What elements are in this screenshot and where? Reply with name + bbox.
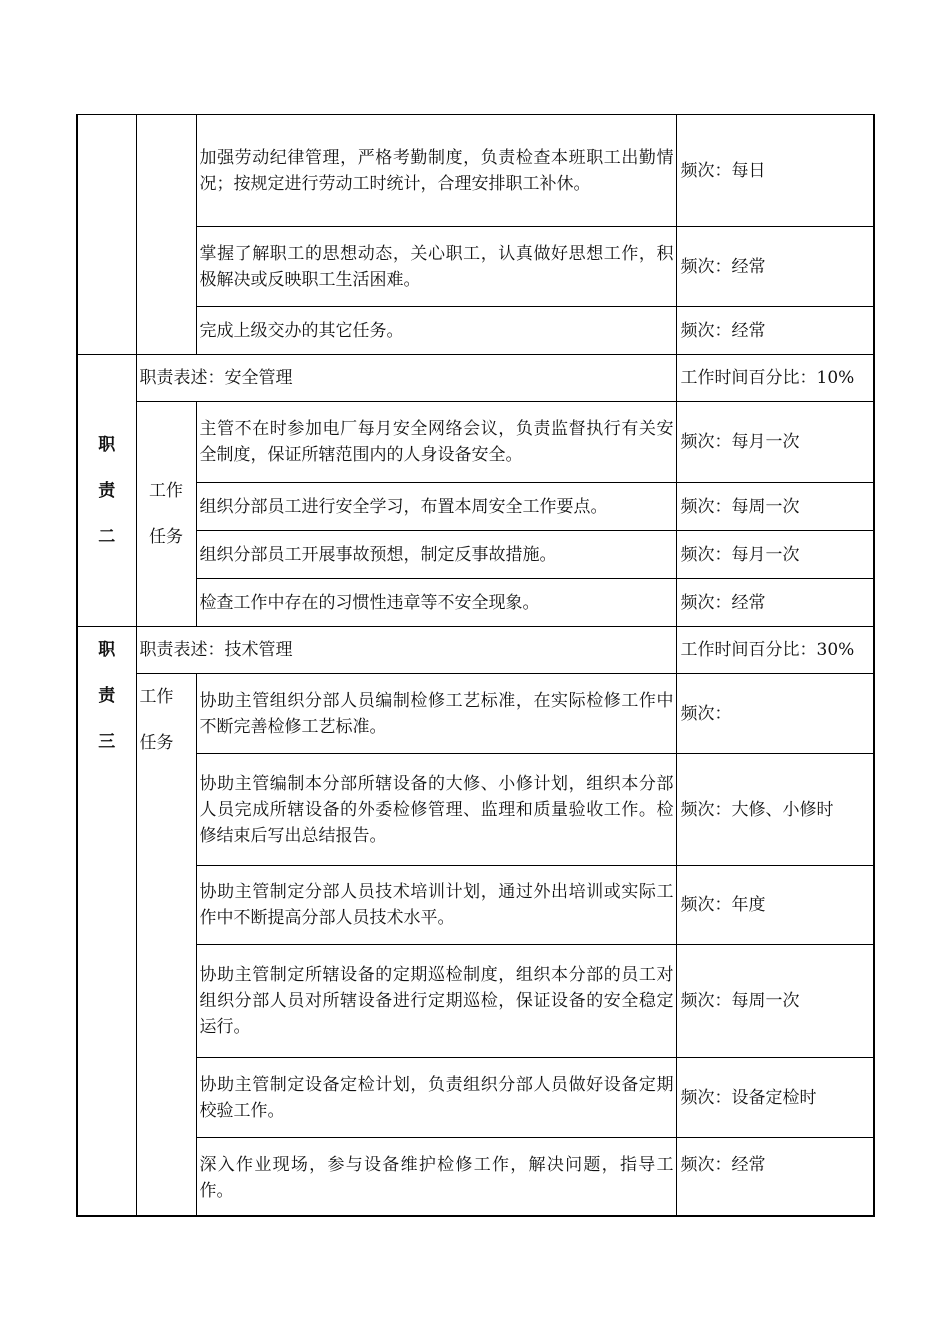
task-text: 组织分部员工开展事故预想，制定反事故措施。 (196, 531, 676, 579)
task-frequency: 频次：经常 (676, 1138, 874, 1216)
task-text: 组织分部员工进行安全学习，布置本周安全工作要点。 (196, 483, 676, 531)
duty-table (76, 114, 875, 1217)
task-frequency: 频次：每月一次 (676, 402, 874, 483)
task-frequency: 频次：大修、小修时 (676, 754, 874, 866)
task-text: 深入作业现场，参与设备维护检修工作，解决问题，指导工作。 (196, 1138, 676, 1216)
task-frequency: 频次：设备定检时 (676, 1058, 874, 1138)
section2-work-label: 工作 任务 (136, 402, 196, 627)
task-frequency: 频次： (676, 674, 874, 754)
task-text: 主管不在时参加电厂每月安全网络会议，负责监督执行有关安全制度，保证所辖范围内的人身设备安全。 (196, 402, 676, 483)
task-frequency: 频次：经常 (676, 579, 874, 627)
section3-work-label: 工作 任务 (136, 674, 196, 1216)
task-frequency: 频次：经常 (676, 227, 874, 307)
task-text: 协助主管编制本分部所辖设备的大修、小修计划，组织本分部人员完成所辖设备的外委检修管理、监理和质量验收工作。检修结束后写出总结报告。 (196, 754, 676, 866)
task-frequency: 频次：每月一次 (676, 531, 874, 579)
section3-percent: 工作时间百分比：30% (676, 627, 874, 674)
section1-work-cell (136, 115, 196, 355)
task-frequency: 频次：每周一次 (676, 945, 874, 1058)
task-text: 协助主管制定设备定检计划，负责组织分部人员做好设备定期校验工作。 (196, 1058, 676, 1138)
task-text: 加强劳动纪律管理，严格考勤制度，负责检查本班职工出勤情况；按规定进行劳动工时统计，合理安排职工补休。 (196, 115, 676, 227)
task-text: 协助主管制定所辖设备的定期巡检制度，组织本分部的员工对组织分部人员对所辖设备进行定期巡检，保证设备的安全稳定运行。 (196, 945, 676, 1058)
task-frequency: 频次：每日 (676, 115, 874, 227)
task-text: 协助主管制定分部人员技术培训计划，通过外出培训或实际工作中不断提高分部人员技术水平。 (196, 866, 676, 945)
section2-description: 职责表述：安全管理 (136, 355, 676, 402)
task-text: 协助主管组织分部人员编制检修工艺标准，在实际检修工作中不断完善检修工艺标准。 (196, 674, 676, 754)
task-text: 检查工作中存在的习惯性违章等不安全现象。 (196, 579, 676, 627)
task-frequency: 频次：年度 (676, 866, 874, 945)
task-text: 完成上级交办的其它任务。 (196, 307, 676, 355)
section3-label: 职 责 三 (77, 627, 136, 1216)
section3-description: 职责表述：技术管理 (136, 627, 676, 674)
section2-label: 职 责 二 (77, 355, 136, 627)
task-frequency: 频次：经常 (676, 307, 874, 355)
section1-label-cell (77, 115, 136, 355)
task-text: 掌握了解职工的思想动态，关心职工，认真做好思想工作，积极解决或反映职工生活困难。 (196, 227, 676, 307)
task-frequency: 频次：每周一次 (676, 483, 874, 531)
section2-percent: 工作时间百分比：10% (676, 355, 874, 402)
